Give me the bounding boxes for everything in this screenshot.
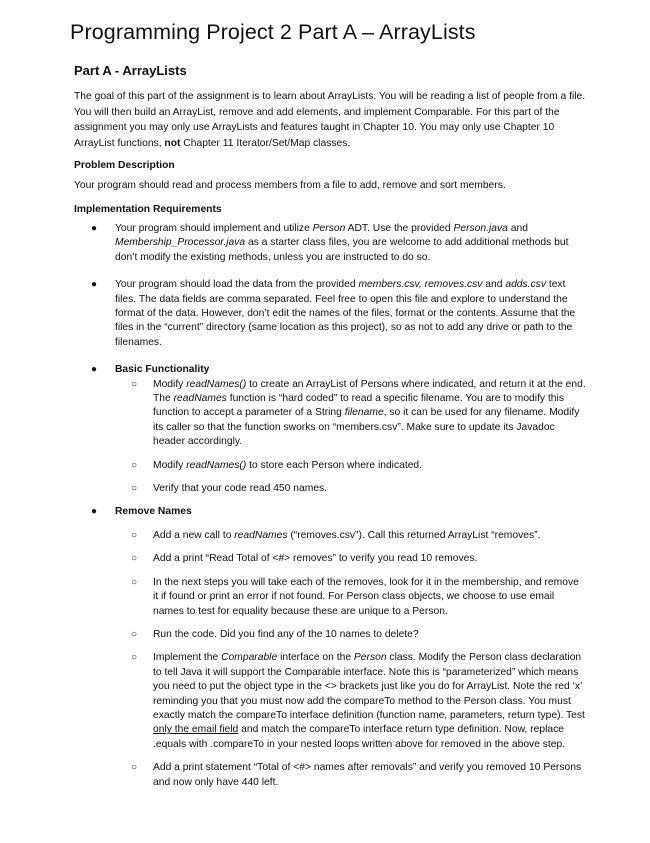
circle-bullet-icon: ○ [131, 576, 138, 588]
sublist-item: ○ Modify readNames() to create an ArrayList of Persons where indicated, and return it at the end. The readNames function is “hard coded” to read a specific filename. You are to modify this function to accept a parameter of a String filename, so it can be used for any filename. Modify its caller so that the function sworks on “members.csv”. Make sure to update its Javadoc header accordingly. [131, 378, 586, 448]
sublist-item: ○ In the next steps you will take each of the removes, look for it in the membership, and remove it if found or print an error if not found. For Person class objects, we choose to use email names to test for equality because these are unique to a Person. [131, 576, 579, 617]
intro-bold-not: not [164, 137, 181, 149]
list-item-basic-functionality [74, 363, 586, 496]
circle-bullet-icon: ○ [131, 483, 138, 495]
sublist-item: ○ Run the code. Did you find any of the 10 names to delete? [74, 628, 586, 642]
circle-bullet-icon: ○ [131, 378, 138, 390]
sublist-item: ○ Verify that your code read 450 names. [74, 482, 586, 496]
page-title: Programming Project 2 Part A – ArrayLists [70, 20, 476, 44]
basic-sublist [115, 378, 586, 497]
bullet-icon: ● [91, 506, 98, 518]
list-item-remove-names [74, 505, 586, 790]
circle-bullet-icon: ○ [131, 628, 138, 640]
sublist-item: ○ Add a print statement “Total of <#> names after removals” and verify you removed 10 Persons and now only have 440 left. [131, 762, 582, 788]
remove-names-label: Remove Names [115, 506, 192, 518]
remove-sublist [115, 529, 586, 790]
intro-text: The goal of this part of the assignment is to learn about ArrayLists. You will be reading a list of people from a file. You will then build an ArrayList, remove and add elements, and implement Comparable. For this part of the assignment you may only use ArrayLists and features taught in Chapter 10. You may only use Chapter 10 ArrayList functions, [74, 91, 586, 149]
intro-text-end: Chapter 11 Iterator/Set/Map classes. [180, 137, 351, 149]
circle-bullet-icon: ○ [131, 762, 138, 774]
list-item: ● Your program should implement and utilize Person ADT. Use the provided Person.java and Membership_Processor.java as a starter class files, you are welcome to add additional methods but don’t modify the existing methods, unless you are instructed to do so. [91, 222, 569, 263]
bullet-icon: ● [91, 364, 98, 376]
sublist-item: ○ Implement the Comparable interface on the Person class. Modify the Person class declaration to tell Java it will support the Comparable interface. Note this is “parameterized” which means you need to put the object type in the <> brackets just like you do for ArrayList. Note the red ‘x’ reminding you that you must now add the compareTo method to the Person class. You must exactly match the compareTo interface definition (function name, parameters, return type). Test only the email field and match the compareTo interface return type definition. Now, replace .equals with .compareTo in your nested loops written above for removed in the above step. [131, 652, 585, 750]
circle-bullet-icon: ○ [131, 553, 138, 565]
part-heading: Part A - ArrayLists [74, 63, 187, 78]
intro-paragraph [74, 89, 586, 151]
circle-bullet-icon: ○ [131, 459, 138, 471]
problem-heading: Problem Description [74, 160, 175, 172]
circle-bullet-icon: ○ [131, 652, 138, 664]
problem-text: Your program should read and process members from a file to add, remove and sort members. [74, 180, 506, 192]
sublist-item: ○ Add a print “Read Total of <#> removes” to verify you read 10 removes. [74, 552, 586, 566]
bullet-icon: ● [91, 279, 98, 291]
sublist-item: ○ Add a new call to readNames (“removes.csv”). Call this returned ArrayList “removes”. [74, 529, 586, 543]
requirements-list [74, 222, 586, 790]
list-item: ● Your program should load the data from the provided members.csv, removes.csv and adds.csv text files. The data fields are comma separated. Feel free to open this file and explore to understand the format of the data. However, don’t edit the names of the files, format or the contents. Assume that the files in the “current” directory (same location as this project), so as not to add any drive or path to the filenames. [91, 279, 576, 348]
sublist-item: ○ Modify readNames() to store each Person where indicated. [74, 459, 586, 473]
basic-functionality-label: Basic Functionality [115, 364, 210, 376]
bullet-icon: ● [91, 222, 98, 234]
circle-bullet-icon: ○ [131, 529, 138, 541]
impl-heading: Implementation Requirements [74, 203, 222, 215]
